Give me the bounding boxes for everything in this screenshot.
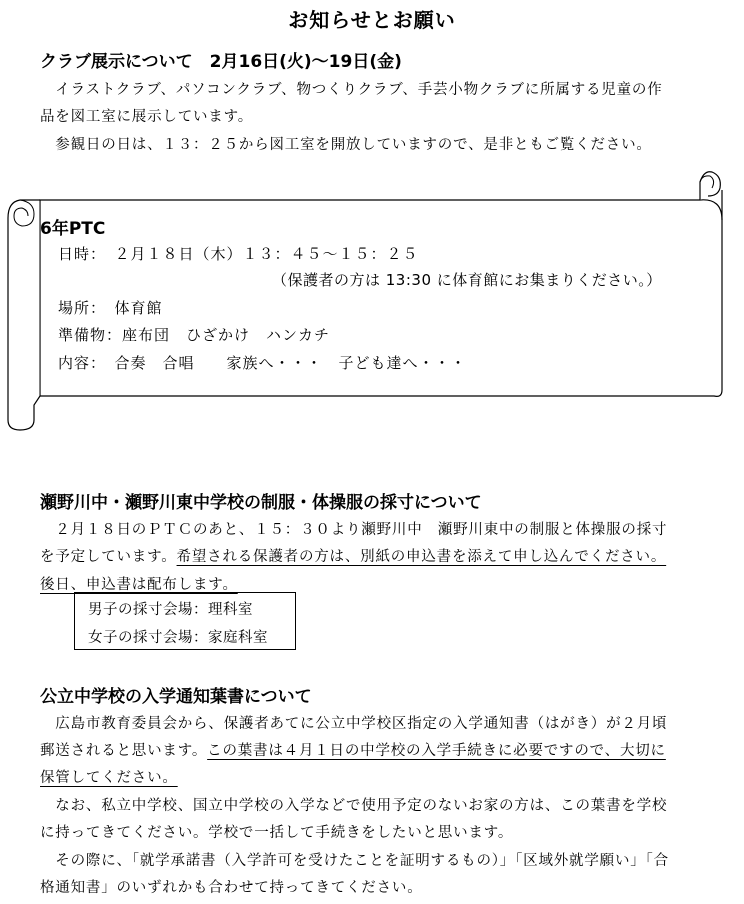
uniform-underlined-text: 希望される保護者の方は、別紙の申込書を添えて申し込んでください。	[176, 549, 667, 565]
notice-underlined-text: この葉書は４月１日の中学校の入学手続きに必要ですので、大切に	[207, 743, 666, 759]
ptc-content: 内容： 合奏 合唱 家族へ・・・ 子ども達へ・・・	[58, 354, 467, 372]
boys-venue: 男子の採寸会場：理科室	[88, 602, 253, 618]
club-text-line: イラストクラブ、パソコンクラブ、物つくりクラブ、手芸小物クラブに所属する児童の作	[40, 82, 663, 98]
notice-text-line: に持ってきてください。学校で一括して手続きをしたいと思います。	[40, 825, 514, 841]
ptc-place: 場所： 体育館	[58, 299, 163, 317]
uniform-heading: 瀬野川中・瀬野川東中学校の制服・体操服の採寸について	[40, 493, 482, 513]
notice-text-line: その際に、「就学承諾書（入学許可を受けたことを証明するもの）」「区域外就学願い」「合	[40, 853, 669, 869]
notice-text-line: なお、私立中学校、国立中学校の入学などで使用予定のないお家の方は、この葉書を学校	[40, 798, 668, 814]
scroll-banner	[0, 0, 744, 440]
girls-venue: 女子の採寸会場：家庭科室	[88, 630, 268, 646]
club-text-line: 品を図工室に展示しています。	[40, 109, 254, 125]
uniform-text-line: を予定しています。希望される保護者の方は、別紙の申込書を添えて申し込んでください。	[40, 549, 667, 565]
club-text-line: 参観日の日は、１３：２５から図工室を開放していますので、是非ともご覧ください。	[40, 137, 652, 153]
notice-heading: 公立中学校の入学通知葉書について	[40, 687, 312, 707]
notice-text-line: 郵送されると思います。この葉書は４月１日の中学校の入学手続きに必要ですので、大切に	[40, 743, 666, 759]
page-title: お知らせとお願い	[288, 8, 456, 32]
notice-text-line: 格通知書」のいずれかも合わせて持ってきてください。	[40, 880, 423, 896]
notice-text-line: 広島市教育委員会から、保護者あてに公立中学校区指定の入学通知書（はがき）が２月頃	[40, 716, 668, 732]
uniform-underlined-text: 後日、申込書は配布します。	[40, 577, 238, 593]
notice-underlined-text: 保管してください。	[40, 770, 178, 786]
ptc-date: 日時： ２月１８日（木）１３：４５～１５：２５	[58, 245, 419, 263]
ptc-items: 準備物：座布団 ひざかけ ハンカチ	[58, 326, 331, 344]
ptc-heading: 6年PTC	[40, 219, 106, 239]
uniform-text-line: ２月１８日のＰＴＣのあと、１５：３０より瀬野川中 瀬野川東中の制服と体操服の採寸	[40, 522, 668, 538]
club-heading: クラブ展示について 2月16日(火)～19日(金)	[40, 52, 402, 72]
ptc-note: （保護者の方は 13:30 に体育館にお集まりください。）	[272, 271, 662, 289]
